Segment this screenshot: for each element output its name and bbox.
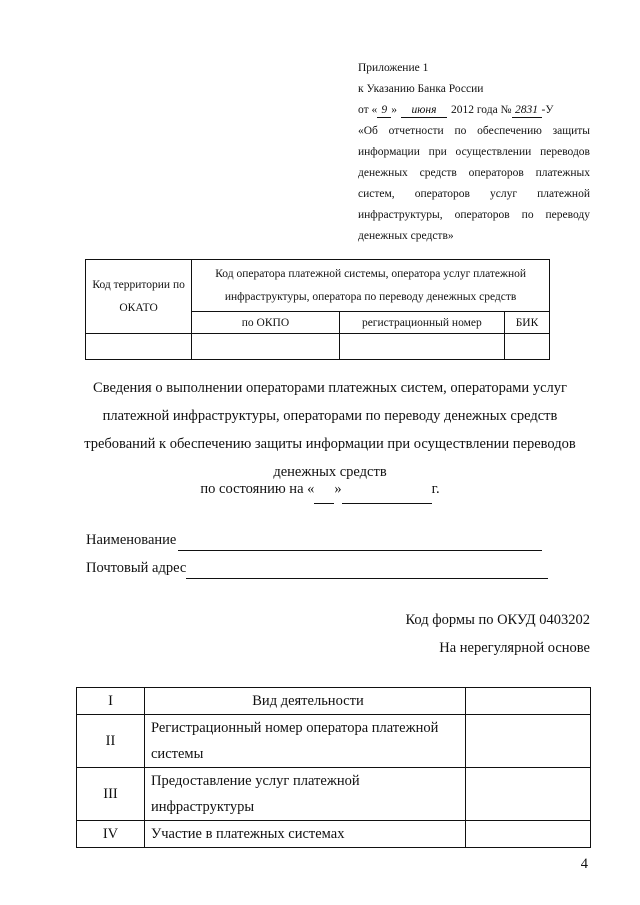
row-text: Регистрационный номер оператора платежной системы [145, 715, 466, 768]
form-code-block [405, 606, 590, 662]
okpo-header: по ОКПО [192, 312, 340, 334]
value-cell[interactable] [466, 715, 591, 768]
row-text: Участие в платежных системах [145, 821, 466, 848]
code-table [85, 259, 550, 360]
name-field[interactable] [178, 535, 542, 551]
annex-reference: к Указанию Банка России [358, 83, 484, 95]
annex-desc-line: денежных средств» [358, 230, 454, 242]
row-text: Предоставление услуг платежной инфраструктуры [145, 768, 466, 821]
value-cell[interactable] [466, 768, 591, 821]
annex-desc-line: инфраструктуры, операторов по переводу [358, 209, 590, 221]
date-month: июня [401, 103, 447, 118]
bik-cell[interactable] [505, 334, 550, 360]
annex-title: Приложение 1 [358, 62, 429, 74]
operator-code-header: Код оператора платежной системы, оператора услуг платежной инфраструктуры, оператора по переводу денежных средств [192, 260, 550, 312]
report-title: Сведения о выполнении операторами платежных систем, операторами услуг платежной инфраструктуры, операторами по переводу денежных средств требований к обеспечению защиты информации при осуществлении переводов денежных средств [84, 380, 576, 480]
address-field[interactable] [186, 563, 548, 579]
date-day: 9 [377, 103, 391, 118]
row-number: IV [77, 821, 145, 848]
okato-cell[interactable] [86, 334, 192, 360]
name-field-row [86, 529, 542, 551]
okpo-cell[interactable] [192, 334, 340, 360]
status-day-blank[interactable] [314, 475, 334, 504]
name-label: Наименование [86, 532, 177, 548]
annex-desc-line: денежных средств операторов платежных [358, 167, 590, 179]
table-row [77, 715, 591, 768]
okato-header: Код территории по ОКАТО [86, 260, 192, 334]
annex-desc-line: информации при осуществлении переводов [358, 146, 590, 158]
table-row [77, 821, 591, 848]
reg-number-header: регистрационный номер [339, 312, 504, 334]
value-cell[interactable] [466, 688, 591, 715]
bik-header: БИК [505, 312, 550, 334]
annex-desc-line: систем, операторов услуг платежной [358, 188, 590, 200]
activity-table [76, 687, 591, 848]
table-row [77, 768, 591, 821]
okud-code: Код формы по ОКУД 0403202 [405, 612, 590, 628]
address-field-row [86, 557, 548, 579]
date-number: 2831 [512, 103, 542, 118]
page-number: 4 [580, 856, 588, 872]
annex-desc-line: «Об отчетности по обеспечению защиты [358, 125, 590, 137]
table-row [77, 688, 591, 715]
row-number: II [77, 715, 145, 768]
annex-date: от « 9 » июня 2012 года № 2831 -У [358, 104, 554, 116]
reg-number-cell[interactable] [339, 334, 504, 360]
row-number: I [77, 688, 145, 715]
row-text: Вид деятельности [145, 688, 466, 715]
row-number: III [77, 768, 145, 821]
annex-header [358, 58, 590, 247]
value-cell[interactable] [466, 821, 591, 848]
status-month-blank[interactable] [342, 475, 432, 504]
status-date-line: по состоянию на « » г. [60, 475, 580, 504]
address-label: Почтовый адрес [86, 560, 187, 576]
report-frequency: На нерегулярной основе [439, 640, 590, 656]
